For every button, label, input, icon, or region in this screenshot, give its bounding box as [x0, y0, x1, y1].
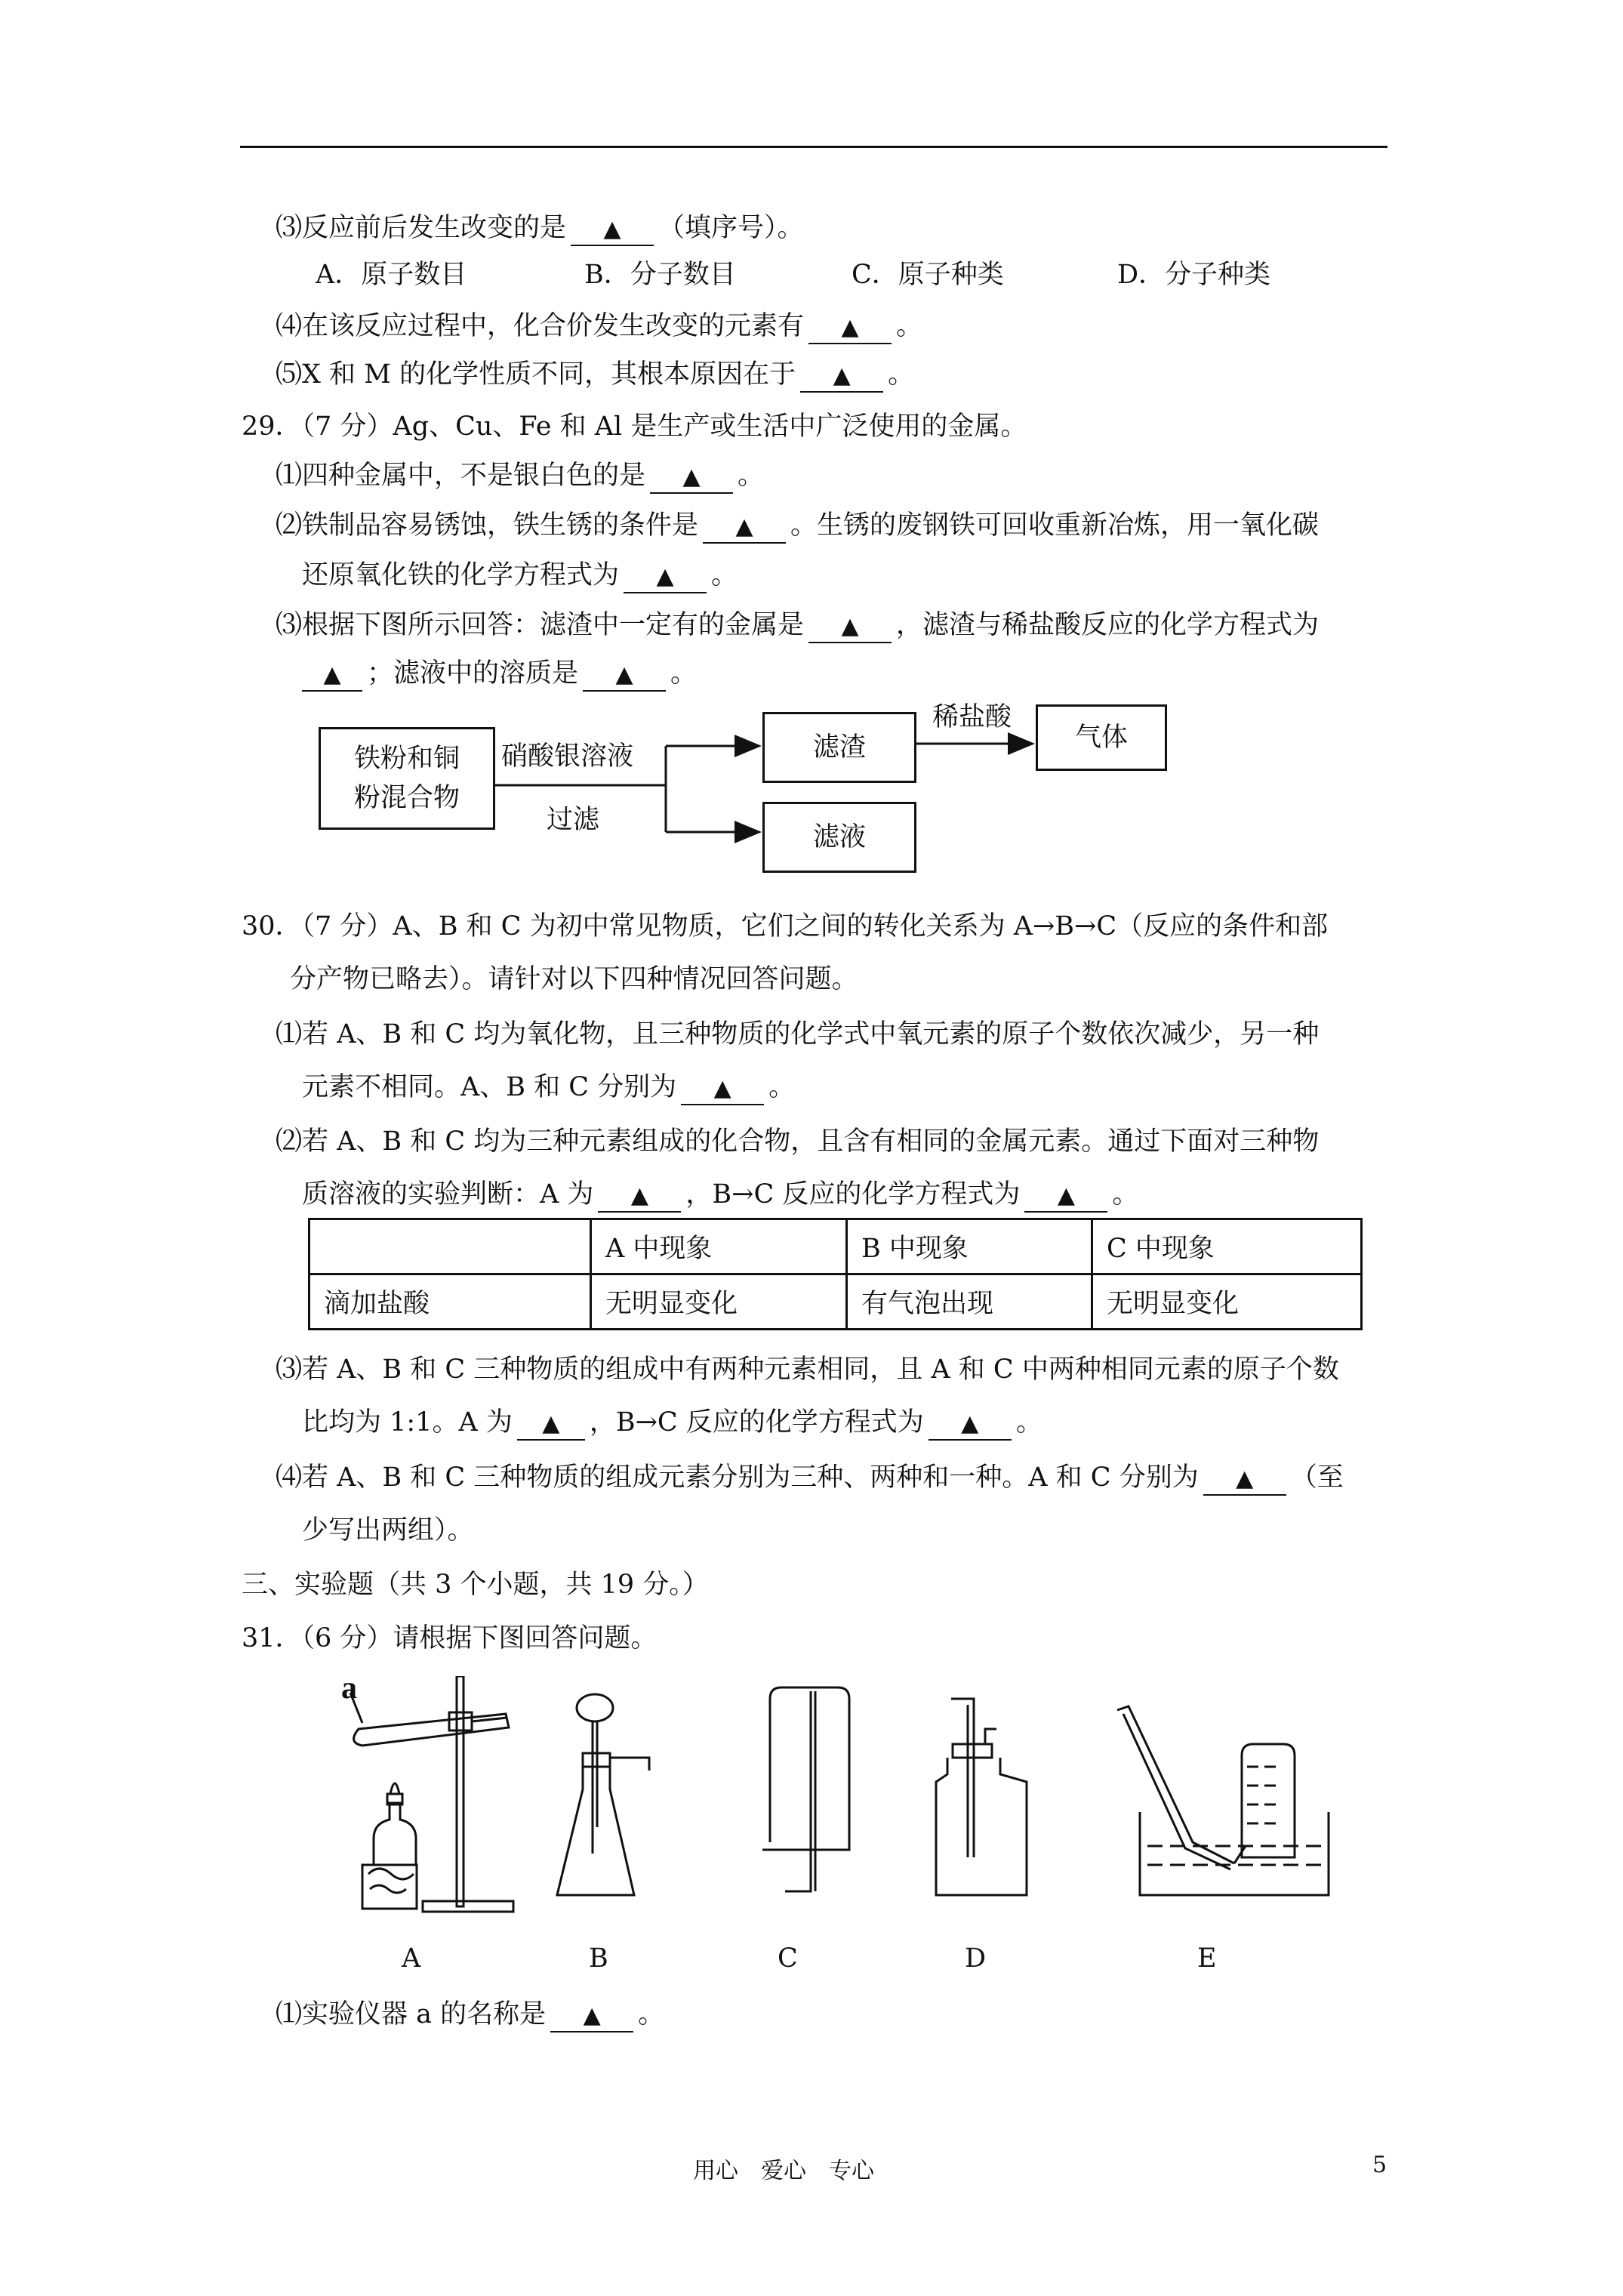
answer-blank[interactable]: ▲: [583, 660, 666, 692]
answer-blank[interactable]: ▲: [800, 361, 883, 393]
apparatus-label: B: [589, 1943, 608, 1974]
q30-part2b: [302, 1178, 1138, 1213]
table-cell: A 中现象: [591, 1219, 847, 1274]
observation-table: [308, 1218, 1363, 1330]
q29-3b-text: ；滤液中的溶质是: [367, 658, 579, 689]
table-row: [310, 1274, 1362, 1330]
flow-start-line2: 粉混合物: [353, 783, 460, 813]
q31-1-tail: 。: [638, 1999, 665, 2029]
flow-start-line1: 铁粉和铜: [353, 744, 460, 774]
q30-part1a: ⑴若 A、B 和 C 均为氧化物，且三种物质的化学式中氧元素的原子个数依次减少，另一种: [276, 1019, 1320, 1049]
q29-3b-end: 。: [670, 658, 698, 689]
flow-acid-label: 稀盐酸: [932, 702, 1012, 732]
apparatus-c-drawing: [762, 1687, 849, 1891]
page-number: 5: [1372, 2152, 1387, 2178]
apparatus-label-a: a: [341, 1671, 357, 1706]
q30-stem-line1: 30．（7 分）A、B 和 C 为初中常见物质，它们之间的转化关系为 A→B→C（反应的条件和部: [242, 911, 1329, 942]
q30-2b-text: 质溶液的实验判断：A 为: [302, 1179, 594, 1210]
q29-stem: 29．（7 分）Ag、Cu、Fe 和 Al 是生产或生活中广泛使用的金属。: [242, 411, 1027, 442]
q29-2b-text: 还原氧化铁的化学方程式为: [302, 560, 620, 590]
answer-blank[interactable]: ▲: [703, 512, 786, 544]
apparatus-label: E: [1197, 1943, 1217, 1974]
q28-5-text: ⑸X 和 M 的化学性质不同，其根本原因在于: [276, 359, 796, 390]
q28-option-b: B．分子数目: [584, 260, 736, 290]
flow-residue-box: 滤渣: [762, 712, 916, 783]
q30-part4a: [276, 1461, 1344, 1496]
table-cell: [310, 1219, 591, 1274]
apparatus-a-drawing: [350, 1676, 513, 1912]
apparatus-b-drawing: [557, 1694, 649, 1895]
q28-option-c: C．原子种类: [852, 260, 1004, 290]
table-cell: B 中现象: [847, 1219, 1092, 1274]
answer-blank[interactable]: ▲: [1024, 1181, 1107, 1213]
q30-stem-line2: 分产物已略去）。请针对以下四种情况回答问题。: [290, 964, 858, 994]
q30-3b-text: 比均为 1:1。A 为: [302, 1407, 513, 1438]
q29-3a-text: ⑶根据下图所示回答：滤渣中一定有的金属是: [276, 610, 805, 640]
q31-stem: 31．（6 分）请根据下图回答问题。: [242, 1623, 658, 1653]
q28-option-a: A．原子数目: [316, 260, 467, 290]
answer-blank[interactable]: ▲: [571, 214, 654, 246]
answer-blank[interactable]: ▲: [808, 313, 892, 344]
apparatus-e-drawing: [1117, 1706, 1329, 1895]
table-cell: 滴加盐酸: [310, 1274, 591, 1330]
q28-3-text: ⑶反应前后发生改变的是: [276, 213, 567, 243]
q29-2a-text: ⑵铁制品容易锈蚀，铁生锈的条件是: [276, 510, 699, 541]
flow-reagent-label: 硝酸银溶液: [501, 741, 634, 772]
q30-part3b: [302, 1406, 1042, 1441]
q30-3b-mid: ，B→C 反应的化学方程式为: [589, 1407, 924, 1438]
q28-5-tail: 。: [888, 359, 915, 390]
answer-blank[interactable]: ▲: [681, 1074, 764, 1105]
answer-blank[interactable]: ▲: [650, 462, 733, 494]
q29-2b-tail: 。: [711, 560, 738, 590]
answer-blank[interactable]: ▲: [517, 1409, 585, 1441]
q31-part1: [276, 1998, 664, 2032]
q28-4-text: ⑷在该反应过程中，化合价发生改变的元素有: [276, 311, 805, 341]
q30-part2a: ⑵若 A、B 和 C 均为三种元素组成的化合物，且含有相同的金属元素。通过下面对三种物: [276, 1126, 1320, 1157]
flow-operation-label: 过滤: [547, 805, 600, 835]
q28-4-tail: 。: [896, 311, 923, 341]
flow-gas-box: 气体: [1036, 704, 1167, 771]
q29-2a-tail: 。生锈的废钢铁可回收重新冶炼，用一氧化碳: [790, 510, 1320, 541]
answer-blank[interactable]: ▲: [550, 2001, 633, 2032]
q30-4a-tail: （至: [1290, 1462, 1344, 1493]
answer-blank[interactable]: ▲: [1203, 1464, 1286, 1496]
q30-1b-text: 元素不相同。A、B 和 C 分别为: [302, 1072, 677, 1102]
apparatus-label: A: [402, 1943, 421, 1974]
table-cell: C 中现象: [1092, 1219, 1362, 1274]
apparatus-label: C: [778, 1943, 798, 1974]
table-header-row: [310, 1219, 1362, 1274]
table-cell: 无明显变化: [1092, 1274, 1362, 1330]
answer-blank[interactable]: ▲: [302, 660, 362, 692]
footer-motto: 用心 爱心 专心: [693, 2158, 874, 2184]
flow-filtrate-box: 滤液: [762, 802, 916, 873]
q30-part3a: ⑶若 A、B 和 C 三种物质的组成中有两种元素相同，且 A 和 C 中两种相同元素的原子个数: [276, 1354, 1339, 1385]
table-cell: 有气泡出现: [847, 1274, 1092, 1330]
q30-1b-tail: 。: [768, 1072, 796, 1102]
table-cell: 无明显变化: [591, 1274, 847, 1330]
apparatus-drawing: [317, 1676, 1389, 1933]
q29-1-text: ⑴四种金属中，不是银白色的是: [276, 461, 646, 491]
q28-option-d: D．分子种类: [1117, 260, 1271, 290]
q30-part1b: [302, 1071, 795, 1105]
section-3-title: 三、实验题（共 3 个小题，共 19 分。）: [242, 1570, 709, 1600]
answer-blank[interactable]: ▲: [624, 562, 707, 593]
apparatus-label: D: [965, 1943, 987, 1974]
answer-blank[interactable]: ▲: [808, 612, 892, 643]
q30-3b-tail: 。: [1015, 1407, 1042, 1438]
answer-blank[interactable]: ▲: [929, 1409, 1012, 1441]
q30-4a-text: ⑷若 A、B 和 C 三种物质的组成元素分别为三种、两种和一种。A 和 C 分别为: [276, 1462, 1199, 1493]
q29-1-tail: 。: [738, 461, 765, 491]
answer-blank[interactable]: ▲: [598, 1181, 681, 1213]
q28-3-tail: （填序号）。: [658, 213, 804, 243]
q31-1-text: ⑴实验仪器 a 的名称是: [276, 1999, 547, 2029]
q30-2b-tail: 。: [1112, 1179, 1139, 1210]
apparatus-d-drawing: [936, 1699, 1027, 1895]
q29-3a-tail: ，滤渣与稀盐酸反应的化学方程式为: [896, 610, 1320, 640]
q30-2b-mid: ，B→C 反应的化学方程式为: [685, 1179, 1021, 1210]
q30-part4b: 少写出两组）。: [302, 1515, 474, 1546]
